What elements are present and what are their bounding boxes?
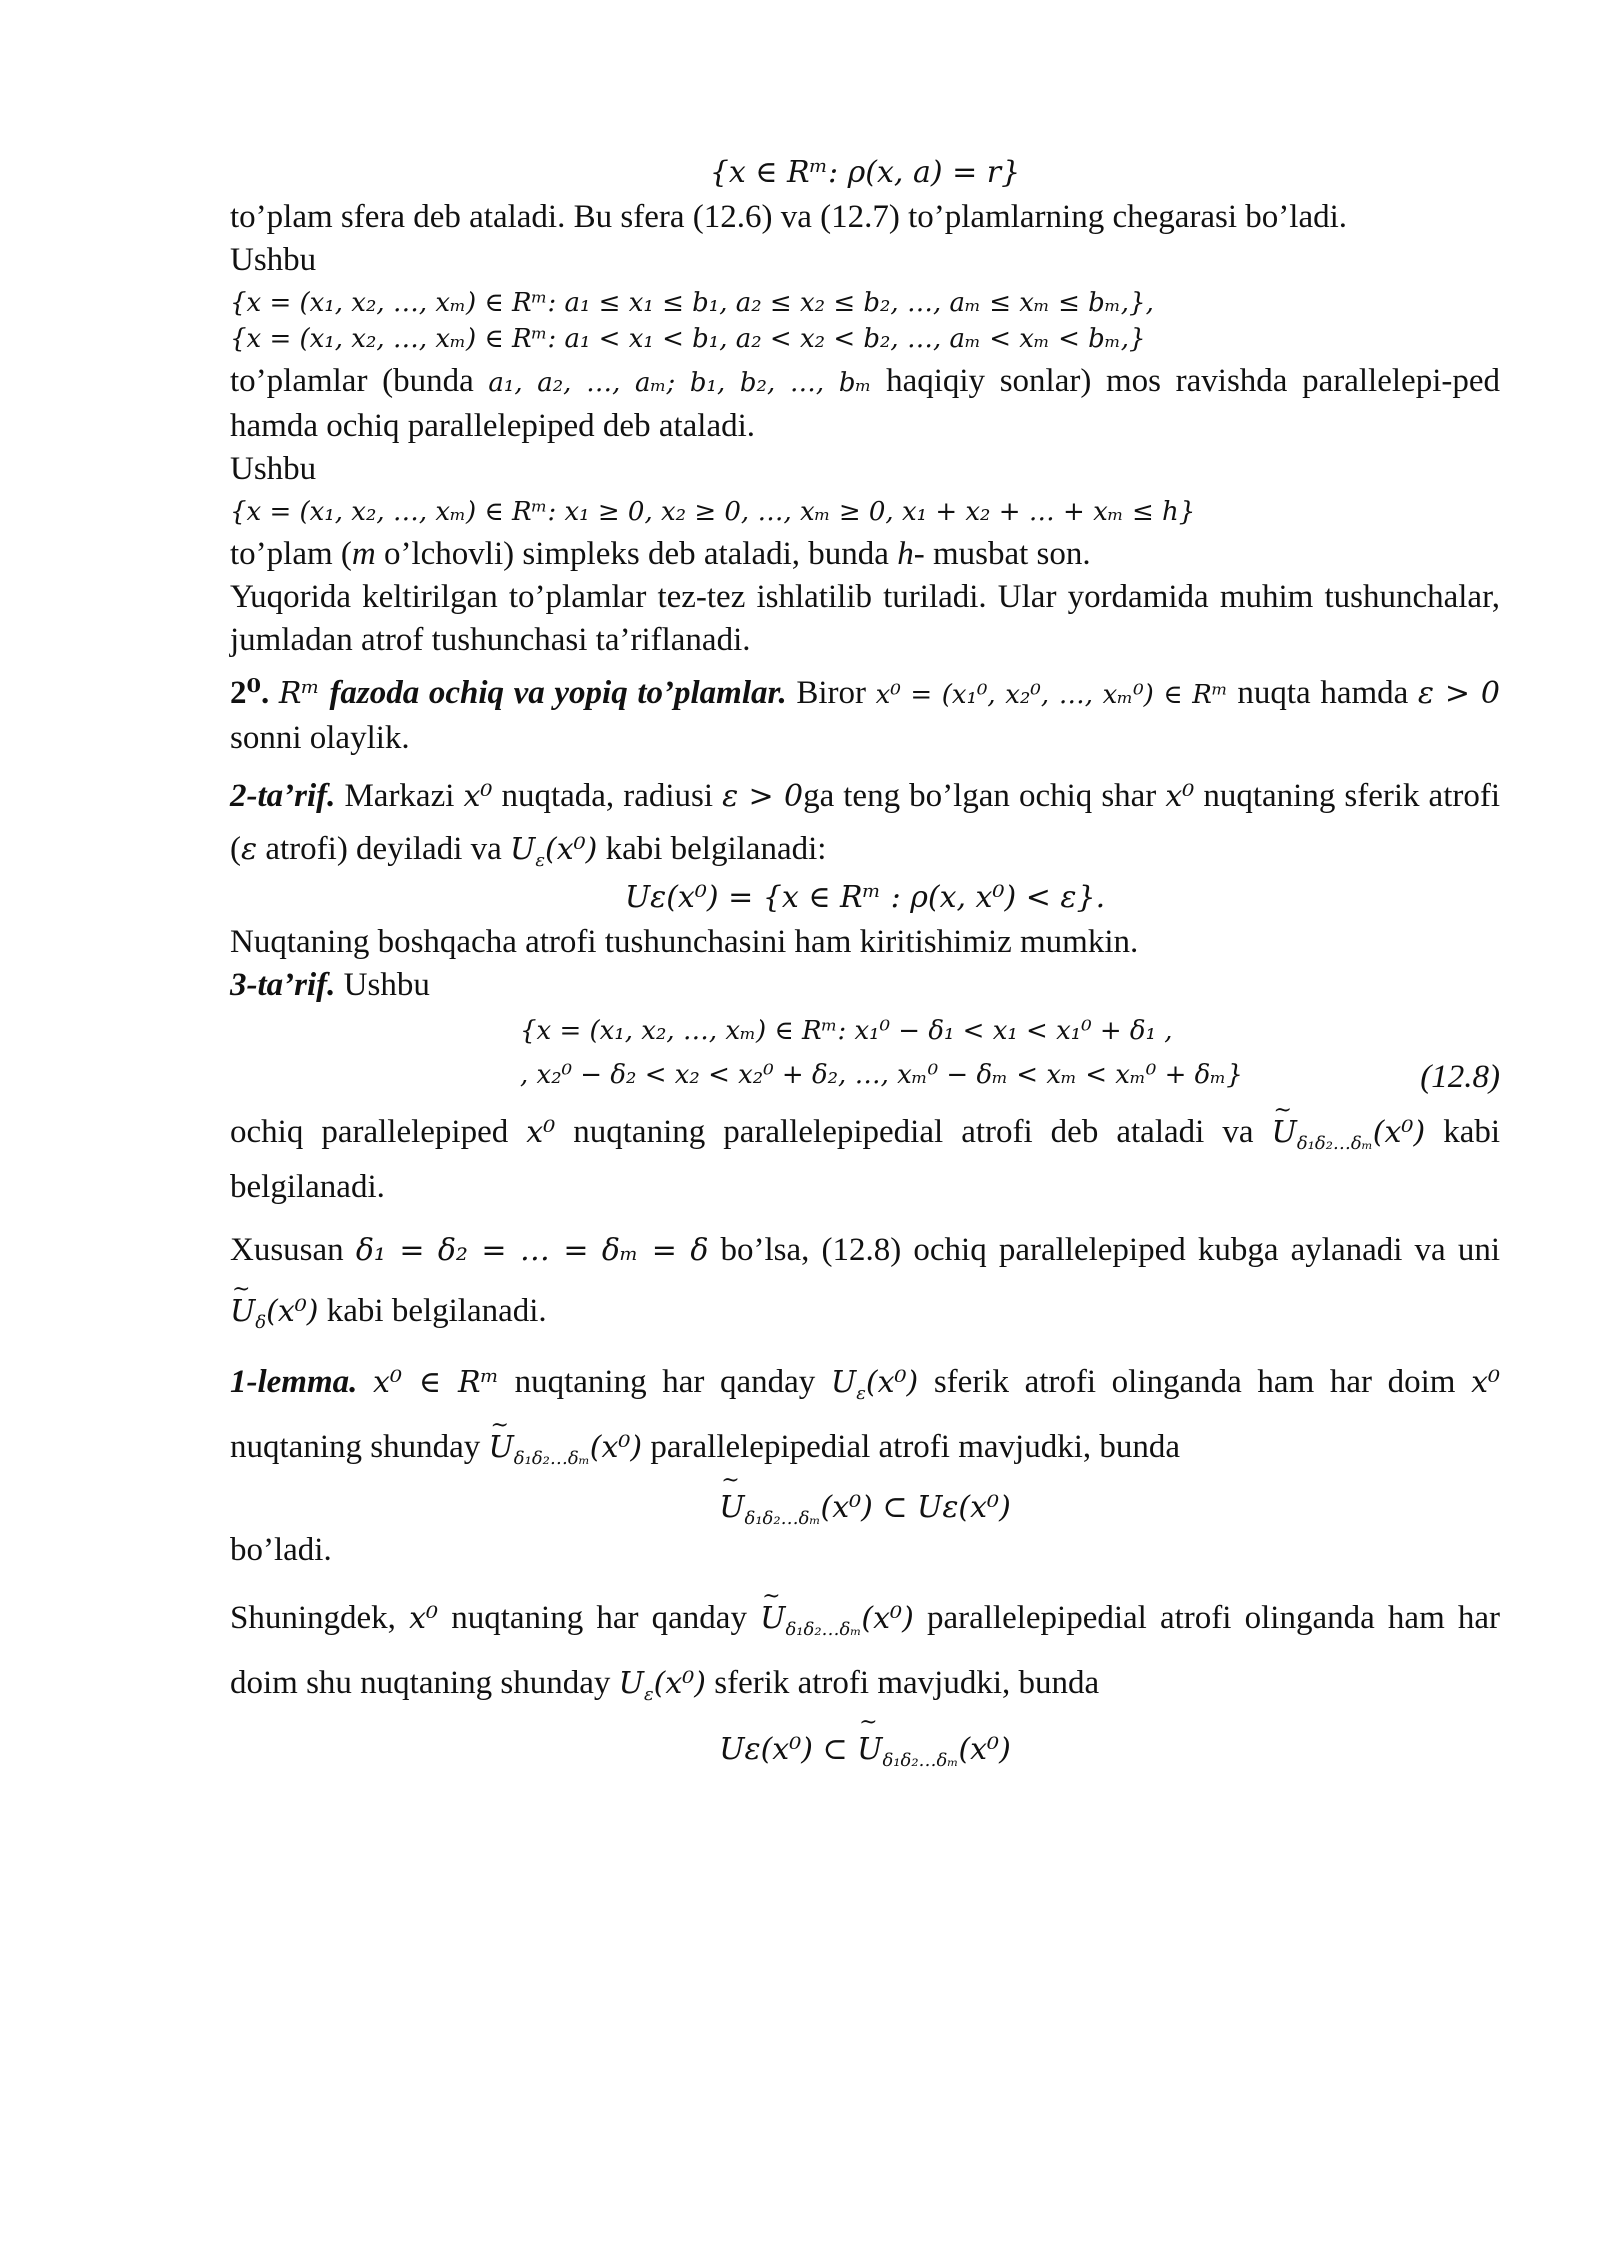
equation-simplex bbox=[230, 497, 1500, 527]
symbol-U: U bbox=[618, 1666, 644, 1701]
text: ochiq parallelepiped bbox=[230, 1114, 509, 1150]
math-x0: x⁰ bbox=[526, 1115, 556, 1150]
argument: (x⁰) bbox=[861, 1601, 914, 1636]
comma: , bbox=[1145, 288, 1154, 318]
equation-lemma-inclusion bbox=[230, 1490, 1500, 1529]
text: bo’lsa, (12.8) ochiq parallelepiped kubga aylanadi va bbox=[720, 1232, 1446, 1268]
symbol-U-tilde: ~ U bbox=[1272, 1106, 1297, 1160]
subscript: δ₁δ₂…δₘ bbox=[513, 1448, 590, 1469]
math-x0: x⁰ bbox=[1471, 1365, 1501, 1400]
equation-number: (12.8) bbox=[1420, 1059, 1500, 1095]
math-inclusion: (x⁰) ⊂ Uε(x⁰) bbox=[820, 1490, 1011, 1525]
text: olinganda ham har doim shu nuqtaning shunday bbox=[230, 1600, 1501, 1701]
math-U-eps: Uε(x⁰) ⊂ bbox=[719, 1732, 848, 1767]
text: nuqtaning bbox=[1203, 778, 1336, 814]
text: Shuningdek, bbox=[230, 1600, 396, 1636]
lemma-label: 1-lemma. bbox=[230, 1364, 358, 1400]
paragraph-other-neighborhood: Nuqtaning boshqacha atrofi tushunchasini ham kiritishimiz mumkin. bbox=[230, 924, 1139, 960]
math-simplex: {x = (x₁, x₂, …, xₘ) ∈ Rᵐ: x₁ ≥ 0, x₂ ≥ 0, …, xₘ ≥ 0, x₁ + x₂ + … + xₘ ≤ h} bbox=[230, 497, 1196, 527]
math-x0: x⁰ bbox=[463, 779, 493, 814]
subscript: ε bbox=[535, 850, 545, 871]
text: sferik atrofi ( bbox=[230, 778, 1501, 867]
text: doim bbox=[1387, 1364, 1456, 1400]
definition-label: 2-ta’rif. bbox=[230, 778, 336, 814]
text: nuqta hamda bbox=[1237, 675, 1409, 711]
equation-line-2: , x₂⁰ − δ₂ < x₂ < x₂⁰ + δ₂, …, xₘ⁰ − δₘ < xₘ < xₘ⁰ + δₘ} bbox=[520, 1060, 1243, 1090]
text: Markazi bbox=[344, 778, 455, 814]
text: - musbat son. bbox=[913, 536, 1091, 572]
equation-converse-inclusion bbox=[230, 1732, 1500, 1771]
symbol-U-tilde: ~ U bbox=[719, 1490, 744, 1525]
equation-sphere: {x ∈ Rᵐ: ρ(x, a) = r} bbox=[709, 155, 1021, 190]
argument: (x⁰) bbox=[865, 1365, 919, 1400]
argument: (x⁰) bbox=[958, 1732, 1011, 1767]
text: to’plamlar (bunda bbox=[230, 363, 474, 399]
math-x0: x⁰ bbox=[1165, 779, 1195, 814]
math-U-eps-def: Uε(x⁰) = {x ∈ Rᵐ : ρ(x, x⁰) < ε} bbox=[624, 880, 1096, 915]
text: sonni olaylik. bbox=[230, 720, 410, 756]
math-U-eps bbox=[618, 1666, 706, 1705]
text: kabi belgilanadi. bbox=[230, 1114, 1501, 1205]
paragraph-simplex bbox=[230, 533, 1500, 576]
subscript: δ bbox=[255, 1312, 267, 1333]
math-x0: x⁰ bbox=[409, 1601, 439, 1636]
paragraph-parallelepiped bbox=[230, 360, 1500, 448]
argument: (x⁰) bbox=[653, 1666, 706, 1701]
equation-12-8 bbox=[230, 1009, 1500, 1097]
subscript: δ₁δ₂…δₘ bbox=[1296, 1133, 1373, 1154]
argument: (x⁰) bbox=[1372, 1115, 1426, 1150]
text: nuqtaning har qanday bbox=[451, 1600, 747, 1636]
text: parallelepipedial atrofi mavjudki, bunda bbox=[650, 1429, 1181, 1465]
equation-parallelepiped-closed bbox=[230, 288, 1500, 318]
var-h: h bbox=[897, 536, 914, 572]
argument: (x⁰) bbox=[544, 832, 598, 867]
ushbu-label: Ushbu bbox=[230, 451, 317, 487]
paragraph-sphere: to’plam sfera deb ataladi. Bu sfera (12.6) va (12.7) to’plamlarning chegarasi bo’ladi. bbox=[230, 199, 1348, 235]
math-Rm: Rᵐ bbox=[278, 676, 320, 711]
text: nuqtaning parallelepipedial atrofi deb ataladi va bbox=[573, 1114, 1254, 1150]
symbol-U-tilde: ~ U bbox=[760, 1587, 785, 1651]
math-eps: ε > 0 bbox=[1417, 676, 1500, 711]
subscript: δ₁δ₂…δₘ bbox=[785, 1619, 862, 1640]
math-open-box: {x = (x₁, x₂, …, xₘ) ∈ Rᵐ: a₁ < x₁ < b₁, a₂ < x₂ < b₂, …, aₘ < xₘ < bₘ,} bbox=[230, 324, 1146, 354]
definition-3 bbox=[230, 964, 1500, 1007]
text: uni bbox=[1457, 1232, 1501, 1268]
text: nuqtaning shunday bbox=[230, 1429, 481, 1465]
lemma-1 bbox=[230, 1350, 1500, 1480]
text: nuqtada, radiusi bbox=[501, 778, 714, 814]
math-U-delta bbox=[230, 1294, 319, 1333]
text: Ushbu bbox=[343, 967, 430, 1003]
math-eps: ε bbox=[241, 832, 258, 867]
math-U-delta bbox=[1271, 1115, 1426, 1154]
equation-parallelepiped-open bbox=[230, 324, 1500, 354]
equation-U-eps bbox=[230, 880, 1500, 915]
paragraph-intro: Yuqorida keltirilgan to’plamlar tez-tez ishlatilib turiladi. Ular yordamida muhim tushunchalar, jumladan atrof tushunchasi ta’riflanadi. bbox=[230, 579, 1500, 658]
text: bunda bbox=[1018, 1665, 1100, 1701]
text: Biror bbox=[796, 675, 867, 711]
symbol-U: U bbox=[830, 1365, 857, 1400]
argument: (x⁰) bbox=[589, 1430, 643, 1465]
period: . bbox=[1095, 880, 1106, 915]
document-page bbox=[230, 150, 1501, 1771]
text: Xususan bbox=[230, 1232, 344, 1268]
var-m: m bbox=[351, 536, 376, 572]
text: sferik atrofi mavjudki, bbox=[714, 1665, 1011, 1701]
math-bounds: a₁, a₂, …, aₘ; b₁, b₂, …, bₘ bbox=[488, 368, 872, 398]
text: nuqtaning har qanday bbox=[514, 1364, 816, 1400]
math-x0-in-Rm: x⁰ ∈ Rᵐ bbox=[373, 1365, 499, 1400]
math-deltas: δ₁ = δ₂ = … = δₘ = δ bbox=[355, 1233, 709, 1268]
math-U-eps bbox=[510, 832, 598, 871]
subscript: ε bbox=[643, 1684, 654, 1705]
math-closed-box: {x = (x₁, x₂, …, xₘ) ∈ Rᵐ: a₁ ≤ x₁ ≤ b₁, a₂ ≤ x₂ ≤ b₂, …, aₘ ≤ xₘ ≤ bₘ,} bbox=[230, 288, 1146, 318]
text: o’lchovli) simpleks deb ataladi, bunda bbox=[375, 536, 898, 572]
math-eps: ε > 0 bbox=[722, 779, 804, 814]
text: haqiqiy sonlar) mos ravishda parallelepi-ped hamda ochiq parallelepiped deb ataladi. bbox=[230, 363, 1500, 444]
paragraph-converse bbox=[230, 1586, 1500, 1716]
symbol-U-tilde: ~ U bbox=[488, 1416, 513, 1480]
symbol-U: U bbox=[510, 832, 536, 867]
text: kabi belgilanadi: bbox=[605, 831, 827, 867]
paragraph-parallelepipedial bbox=[230, 1105, 1500, 1214]
math-U-eps bbox=[830, 1365, 919, 1404]
math-U-delta bbox=[488, 1430, 643, 1469]
subscript: ε bbox=[856, 1383, 866, 1404]
argument: (x⁰) bbox=[266, 1294, 319, 1329]
subscript: δ₁δ₂…δₘ bbox=[882, 1750, 959, 1771]
definition-2 bbox=[230, 770, 1500, 876]
text: parallelepipedial atrofi bbox=[926, 1600, 1232, 1636]
text: ga teng bo’lgan ochiq shar bbox=[803, 778, 1157, 814]
ushbu-label: Ushbu bbox=[230, 242, 317, 278]
math-x0: x⁰ = (x₁⁰, x₂⁰, …, xₘ⁰) ∈ Rᵐ bbox=[875, 680, 1228, 710]
symbol-U-tilde: ~ U bbox=[230, 1282, 255, 1342]
paragraph-boladi: bo’ladi. bbox=[230, 1532, 332, 1568]
section-number: 2⁰. bbox=[230, 675, 270, 711]
section-2-heading bbox=[230, 672, 1500, 760]
symbol-U-tilde: ~ U bbox=[857, 1732, 882, 1767]
section-title: fazoda ochiq va yopiq to’plamlar. bbox=[329, 675, 787, 711]
text: kabi belgilanadi. bbox=[326, 1293, 547, 1329]
equation-line-1: {x = (x₁, x₂, …, xₘ) ∈ Rᵐ: x₁⁰ − δ₁ < x₁ < x₁⁰ + δ₁ , bbox=[520, 1016, 1173, 1046]
math-U-delta bbox=[760, 1601, 914, 1640]
subscript: δ₁δ₂…δₘ bbox=[744, 1508, 821, 1529]
text: to’plam ( bbox=[230, 536, 352, 572]
text: atrofi) deyiladi va bbox=[257, 831, 502, 867]
text: sferik atrofi olinganda ham har bbox=[933, 1364, 1372, 1400]
definition-label: 3-ta’rif. bbox=[230, 967, 336, 1003]
paragraph-cube bbox=[230, 1220, 1500, 1342]
